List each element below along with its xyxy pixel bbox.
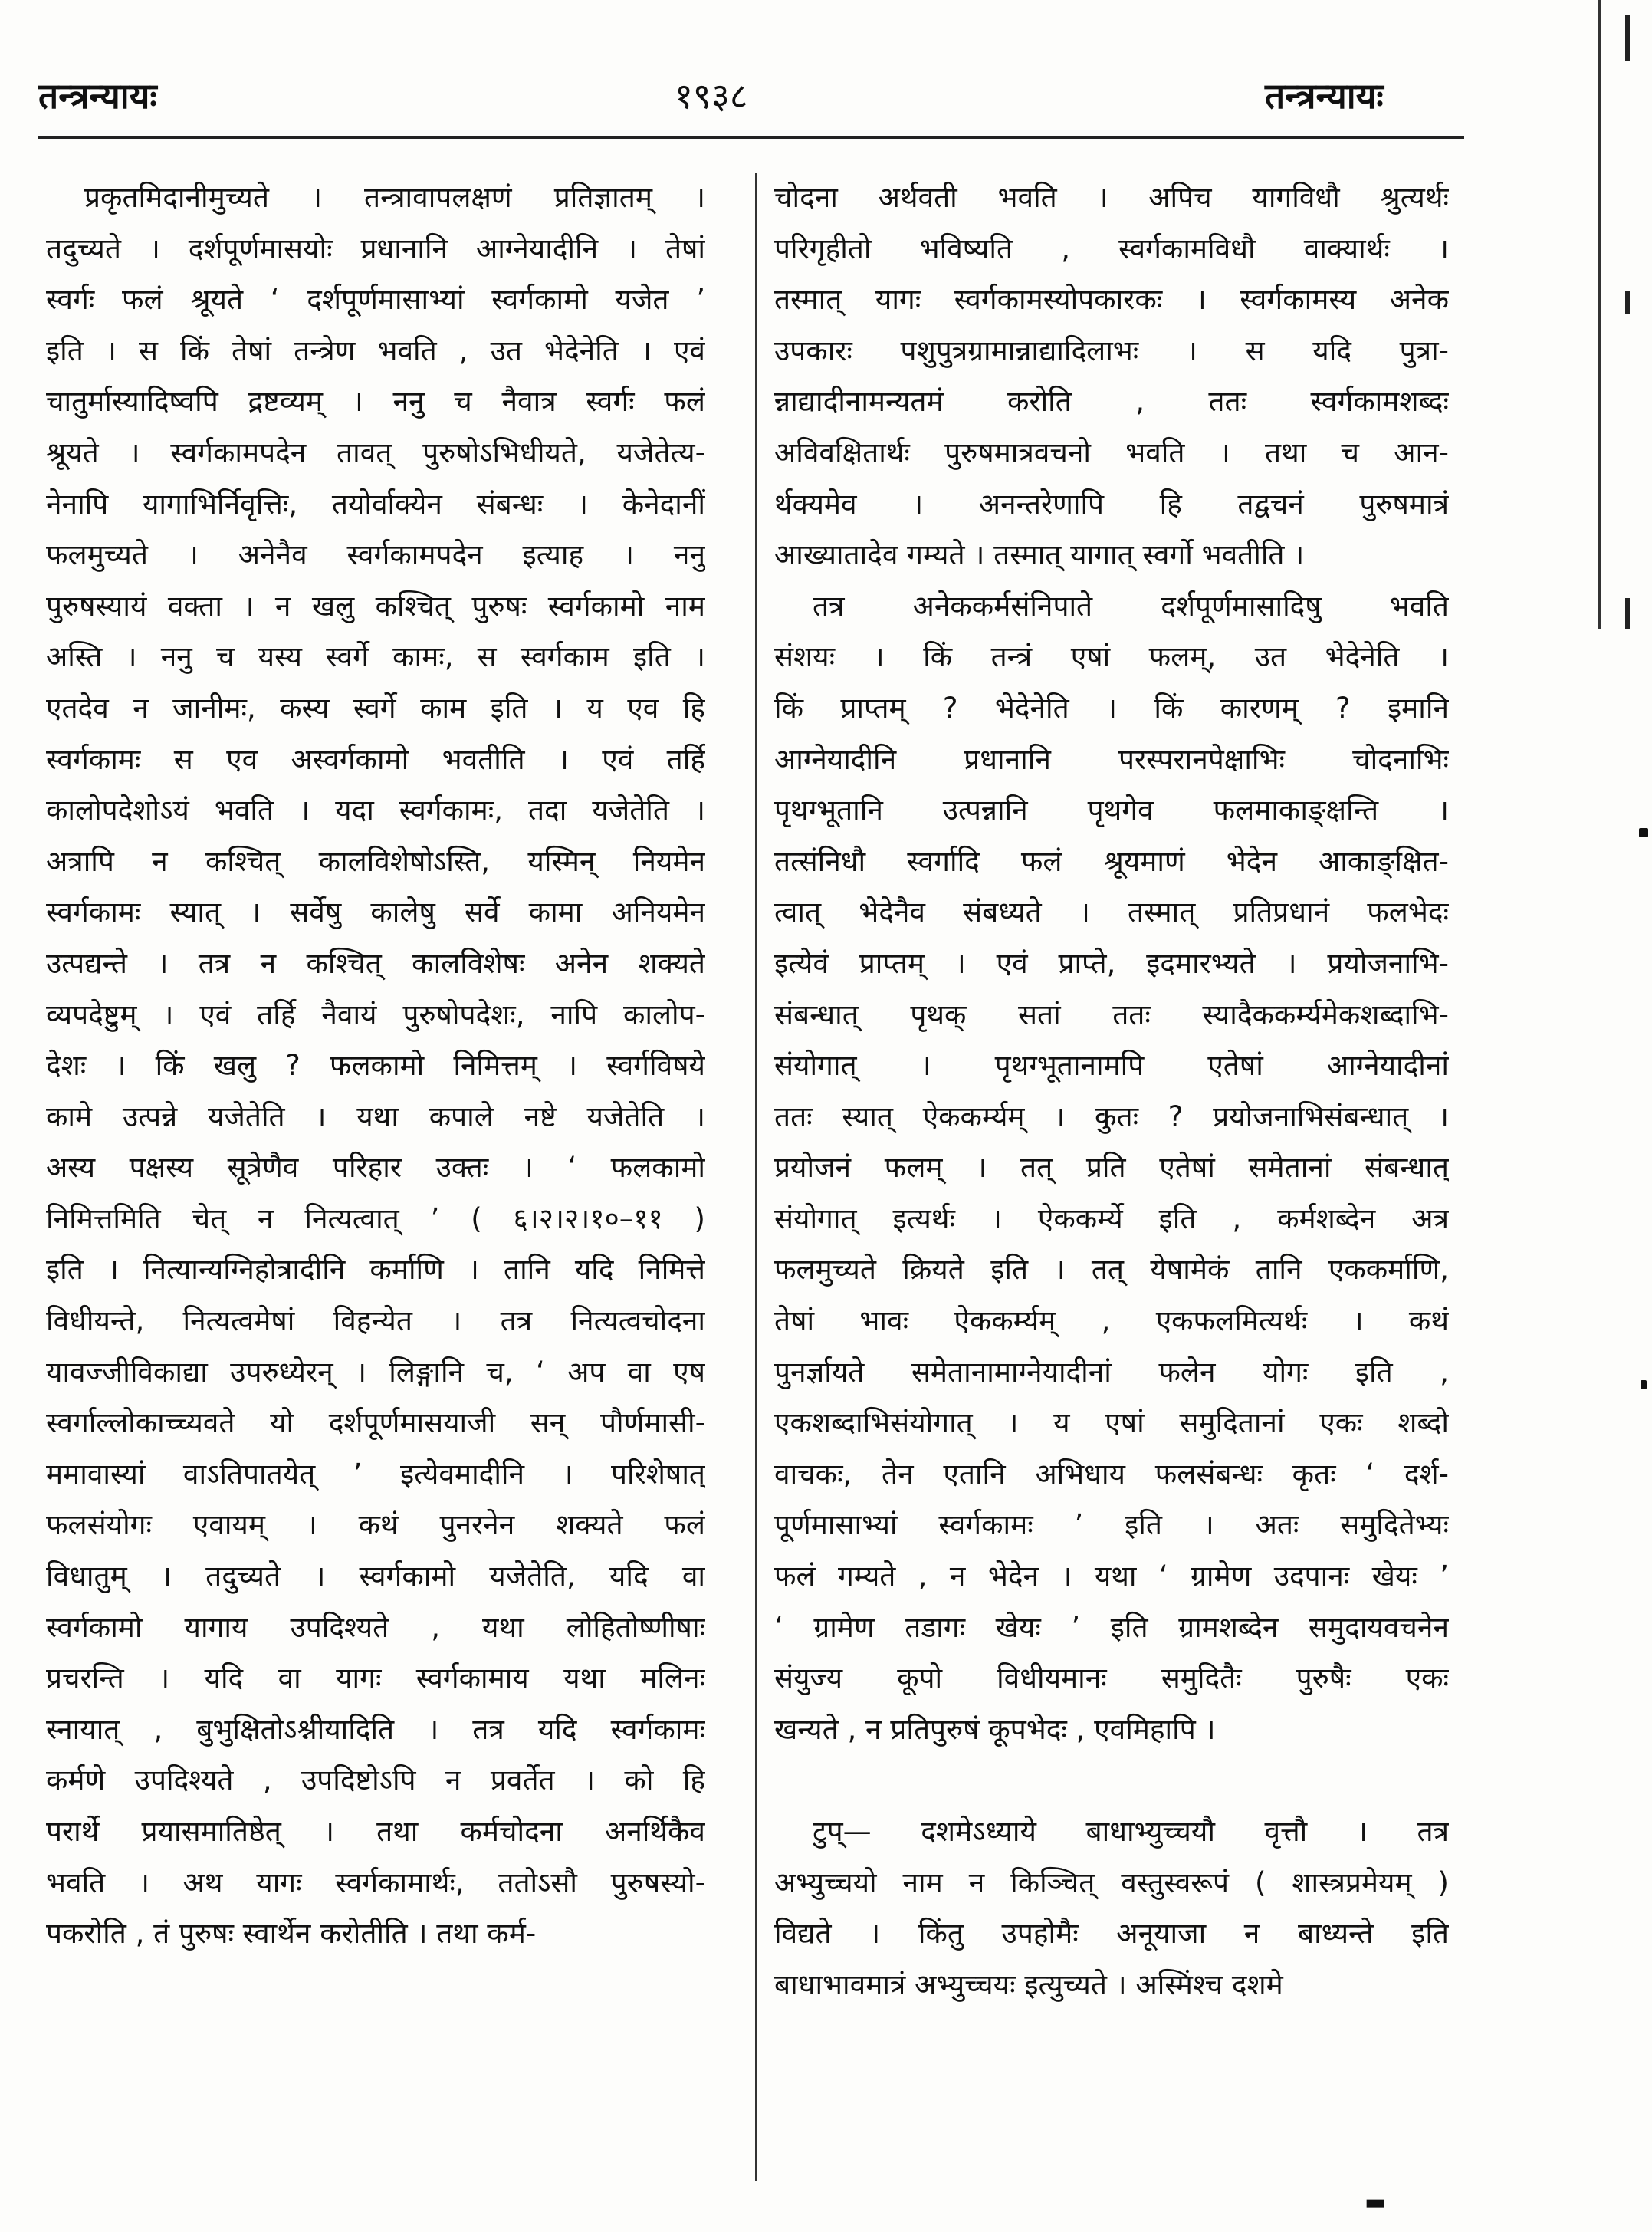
text-line: संयुज्य कूपो विधीयमानः समुदितैः पुरुषैः एकः [774, 1662, 1449, 1695]
text-line: बाधाभावमात्रं अभ्युच्चयः इत्युच्यते । अस्मिंश्च दशमे [774, 1967, 1283, 2001]
scan-margin-mark [1625, 291, 1630, 314]
text-line: ममावास्यां वाऽतिपातयेत् ’ इत्येवमादीनि । परिशेषात् [46, 1457, 705, 1491]
text-line: आख्यातादेव गम्यते । तस्मात् यागात् स्वर्गो भवतीति । [774, 538, 1305, 572]
text-line: चातुर्मास्यादिष्वपि द्रष्टव्यम् । ननु च नैवात्र स्वर्गः फलं [46, 385, 705, 419]
column-divider [755, 173, 757, 2181]
text-line: कर्मणे उपदिश्यते , उपदिष्टोऽपि न प्रवर्तेत । को हि [46, 1764, 705, 1797]
text-line: एतदेव न जानीमः, कस्य स्वर्गे काम इति । य एव हि [46, 691, 705, 725]
text-line: पकरोति , तं पुरुषः स्वार्थेन करोतीति । तथा कर्म- [46, 1917, 537, 1951]
scan-edge-line [1598, 0, 1601, 629]
text-line: विधीयन्ते, नित्यत्वमेषां विहन्येत । तत्र नित्यत्वचोदना [46, 1304, 705, 1338]
text-line: एकशब्दाभिसंयोगात् । य एषां समुदितानां एकः शब्दो [774, 1406, 1449, 1440]
text-line: अस्ति । ननु च यस्य स्वर्गे कामः, स स्वर्गकाम इति । [46, 640, 705, 674]
text-line: पुरुषस्यायं वक्ता । न खलु कश्चित् पुरुषः स्वर्गकामो नाम [46, 589, 705, 623]
scan-speck [1639, 828, 1648, 837]
text-line: संयोगात् इत्यर्थः । ऐककर्म्ये इति , कर्मशब्देन अत्र [774, 1201, 1449, 1235]
text-line: प्रयोजनं फलम् । तत् प्रति एतेषां समेतानां संबन्धात् [774, 1151, 1449, 1185]
text-line: तस्मात् यागः स्वर्गकामस्योपकारकः । स्वर्गकामस्य अनेक [774, 283, 1449, 317]
text-line: पुनर्ज्ञायते समेतानामाग्नेयादीनां फलेन योगः इति , [774, 1355, 1449, 1389]
text-line: खन्यते , न प्रतिपुरुषं कूपभेदः , एवमिहापि । [774, 1712, 1216, 1746]
text-line: ततः स्यात् ऐककर्म्यम् । कुतः ? प्रयोजनाभिसंबन्धात् । [774, 1100, 1449, 1133]
text-line: विधातुम् । तदुच्यते । स्वर्गकामो यजेतेति, यदि वा [46, 1560, 705, 1593]
text-line: इति । स किं तेषां तन्त्रेण भवति , उत भेदेनेति । एवं [46, 334, 705, 367]
text-line: भवति । अथ यागः स्वर्गकामार्थः, ततोऽसौ पुरुषस्यो- [46, 1865, 705, 1899]
text-line: त्वात् भेदेनैव संबध्यते । तस्मात् प्रतिप्रधानं फलभेदः [774, 896, 1449, 929]
text-line: अत्रापि न कश्चित् कालविशेषोऽस्ति, यस्मिन् नियमेन [46, 844, 705, 878]
text-line: स्वर्गकामो यागाय उपदिश्यते , यथा लोहितोष्णीषाः [46, 1610, 705, 1644]
text-line: निमित्तमिति चेत् न नित्यत्वात् ’ ( ६।२।२।१०–११ ) [46, 1201, 705, 1235]
text-line: आग्नेयादीनि प्रधानानि परस्परानपेक्षाभिः चोदनाभिः [774, 742, 1449, 776]
text-line: नेनापि यागाभिर्निवृत्तिः, तयोर्वाक्येन संबन्धः । केनेदानीं [46, 487, 705, 521]
text-line: संशयः । किं तन्त्रं एषां फलम्, उत भेदेनेति । [774, 640, 1449, 674]
text-line: तत्र अनेककर्मसंनिपाते दर्शपूर्णमासादिषु भवति [813, 589, 1449, 623]
text-line: चोदना अर्थवती भवति । अपिच यागविधौ श्रुत्यर्थः [774, 181, 1449, 214]
text-line: स्नायात् , बुभुक्षितोऽश्नीयादिति । तत्र यदि स्वर्गकामः [46, 1712, 705, 1746]
text-line: व्यपदेष्टुम् । एवं तर्हि नैवायं पुरुषोपदेशः, नापि कालोप- [46, 998, 705, 1031]
text-line: स्वर्गः फलं श्रूयते ‘ दर्शपूर्णमासाभ्यां स्वर्गकामो यजेत ’ [46, 283, 705, 317]
text-line: फलसंयोगः एवायम् । कथं पुनरनेन शक्यते फलं [46, 1508, 705, 1542]
text-line [774, 1755, 1449, 1806]
header-rule [38, 136, 1464, 139]
text-line: टुप्— दशमेऽध्याये बाधाभ्युच्चयौ वृत्तौ । तत्र [813, 1815, 1449, 1848]
text-line: वाचकः, तेन एतानि अभिधाय फलसंबन्धः कृतः ‘ दर्श- [774, 1457, 1449, 1491]
text-line: यावज्जीविकाद्या उपरुध्येरन् । लिङ्गानि च, ‘ अप वा एष [46, 1355, 705, 1389]
text-line: न्नाद्यादीनामन्यतमं करोति , ततः स्वर्गकामशब्दः [774, 385, 1449, 419]
text-line: उत्पद्यन्ते । तत्र न कश्चित् कालविशेषः अनेन शक्यते [46, 946, 705, 980]
text-line: र्थक्यमेव । अनन्तरेणापि हि तद्वचनं पुरुषमात्रं [774, 487, 1449, 521]
text-line: इत्येवं प्राप्तम् । एवं प्राप्ते, इदमारभ्यते । प्रयोजनाभि- [774, 946, 1449, 980]
left-text-column [46, 173, 705, 1960]
text-line: फलमुच्यते क्रियते इति । तत् येषामेकं तानि एककर्माणि, [774, 1253, 1449, 1287]
text-line: तदुच्यते । दर्शपूर्णमासयोः प्रधानानि आग्नेयादीनि । तेषां [46, 232, 705, 265]
page-number: १९३८ [675, 75, 748, 117]
running-head-right: तन्त्रन्यायः [1265, 75, 1384, 117]
scan-margin-mark [1625, 15, 1630, 61]
text-line: अभ्युच्चयो नाम न किञ्चित् वस्तुस्वरूपं ( शास्त्रप्रमेयम् ) [774, 1865, 1449, 1899]
running-head-left: तन्त्रन्यायः [38, 75, 157, 117]
text-line: परिगृहीतो भविष्यति , स्वर्गकामविधौ वाक्यार्थः । [774, 232, 1449, 265]
text-line: फलं गम्यते , न भेदेन । यथा ‘ ग्रामेण उदपानः खेयः ’ [774, 1560, 1449, 1593]
text-line: तत्संनिधौ स्वर्गादि फलं श्रूयमाणं भेदेन आकाङ्क्षित- [774, 844, 1449, 878]
scan-speck [1641, 1380, 1647, 1389]
text-line: फलमुच्यते । अनेनैव स्वर्गकामपदेन इत्याह । ननु [46, 538, 705, 572]
text-line: पूर्णमासाभ्यां स्वर्गकामः ’ इति । अतः समुदितेभ्यः [774, 1508, 1449, 1542]
text-line: स्वर्गाल्लोकाच्च्यवते यो दर्शपूर्णमासयाजी सन् पौर्णमासी- [46, 1406, 705, 1440]
text-line: परार्थे प्रयासमातिष्ठेत् । तथा कर्मचोदना अनर्थिकैव [46, 1815, 705, 1848]
text-line: स्वर्गकामः स्यात् । सर्वेषु कालेषु सर्वे कामा अनियमेन [46, 896, 705, 929]
text-line: उपकारः पशुपुत्रग्रामान्नाद्यादिलाभः । स यदि पुत्रा- [774, 334, 1449, 367]
text-line: कामे उत्पन्ने यजेतेति । यथा कपाले नष्टे यजेतेति । [46, 1100, 705, 1133]
text-line: अविवक्षितार्थः पुरुषमात्रवचनो भवति । तथा च आन- [774, 436, 1449, 469]
right-text-column [774, 173, 1449, 2010]
continuation-mark: ▬ [1365, 2189, 1387, 2216]
text-line: कालोपदेशोऽयं भवति । यदा स्वर्गकामः, तदा यजेतेति । [46, 794, 705, 827]
text-line: प्रकृतमिदानीमुच्यते । तन्त्रावापलक्षणं प्रतिज्ञातम् । [84, 181, 705, 214]
text-line: श्रूयते । स्वर्गकामपदेन तावत् पुरुषोऽभिधीयते, यजेतेत्य- [46, 436, 705, 469]
text-line: किं प्राप्तम् ? भेदेनेति । किं कारणम् ? इमानि [774, 691, 1449, 725]
text-line: संयोगात् । पृथग्भूतानामपि एतेषां आग्नेयादीनां [774, 1049, 1449, 1083]
text-line: इति । नित्यान्यग्निहोत्रादीनि कर्माणि । तानि यदि निमित्ते [46, 1253, 705, 1287]
text-line: अस्य पक्षस्य सूत्रेणैव परिहार उक्तः । ‘ फलकामो [46, 1151, 705, 1185]
text-line: तेषां भावः ऐककर्म्यम् , एकफलमित्यर्थः । कथं [774, 1304, 1449, 1338]
text-line: विद्यते । किंतु उपहोमैः अनूयाजा न बाध्यन्ते इति [774, 1917, 1449, 1951]
text-line: ‘ ग्रामेण तडागः खेयः ’ इति ग्रामशब्देन समुदायवचनेन [774, 1610, 1449, 1644]
text-line: प्रचरन्ति । यदि वा यागः स्वर्गकामाय यथा मलिनः [46, 1662, 705, 1695]
text-line: संबन्धात् पृथक् सतां ततः स्यादैककर्म्यमेकशब्दाभि- [774, 998, 1449, 1031]
text-line: पृथग्भूतानि उत्पन्नानि पृथगेव फलमाकाङ्क्षन्ति । [774, 794, 1449, 827]
text-line: स्वर्गकामः स एव अस्वर्गकामो भवतीति । एवं तर्हि [46, 742, 705, 776]
scan-margin-mark [1625, 598, 1630, 629]
text-line: देशः । किं खलु ? फलकामो निमित्तम् । स्वर्गविषये [46, 1049, 705, 1083]
